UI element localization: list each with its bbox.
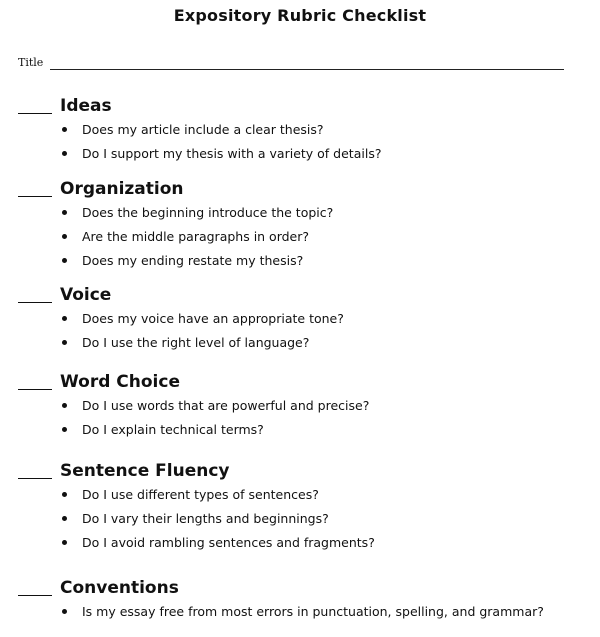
bullet-icon xyxy=(62,234,67,239)
bullet-icon xyxy=(62,516,67,521)
bullet-icon xyxy=(62,540,67,545)
score-blank[interactable] xyxy=(18,302,52,303)
bullet-icon xyxy=(62,403,67,408)
section-sentence-fluency xyxy=(18,461,588,557)
title-field[interactable] xyxy=(18,56,564,74)
section-heading: Voice xyxy=(60,285,112,305)
section-heading: Organization xyxy=(60,179,184,199)
checklist-item: Does my ending restate my thesis? xyxy=(18,251,588,275)
section-word-choice xyxy=(18,372,588,444)
section-heading: Word Choice xyxy=(60,372,180,392)
checklist-item: Does my article include a clear thesis? xyxy=(18,120,588,144)
score-blank[interactable] xyxy=(18,478,52,479)
bullet-icon xyxy=(62,316,67,321)
checklist-item: Do I use different types of sentences? xyxy=(18,485,588,509)
bullet-icon xyxy=(62,151,67,156)
checklist-item: Is my essay free from most errors in punctuation, spelling, and grammar? xyxy=(18,602,588,626)
checklist-item: Do I support my thesis with a variety of details? xyxy=(18,144,588,168)
section-ideas xyxy=(18,96,588,168)
section-organization xyxy=(18,179,588,275)
bullet-icon xyxy=(62,258,67,263)
bullet-icon xyxy=(62,427,67,432)
bullet-icon xyxy=(62,340,67,345)
section-conventions xyxy=(18,578,588,626)
checklist-item: Do I use the right level of language? xyxy=(18,333,588,357)
title-write-line[interactable] xyxy=(50,69,564,70)
title-field-label: Title xyxy=(18,56,44,69)
section-heading: Sentence Fluency xyxy=(60,461,230,481)
checklist-item: Do I explain technical terms? xyxy=(18,420,588,444)
page-title: Expository Rubric Checklist xyxy=(173,6,427,25)
checklist-item: Do I avoid rambling sentences and fragments? xyxy=(18,533,588,557)
score-blank[interactable] xyxy=(18,389,52,390)
bullet-icon xyxy=(62,210,67,215)
checklist-item: Are the middle paragraphs in order? xyxy=(18,227,588,251)
checklist-item: Do I vary their lengths and beginnings? xyxy=(18,509,588,533)
section-heading: Conventions xyxy=(60,578,179,598)
score-blank[interactable] xyxy=(18,196,52,197)
score-blank[interactable] xyxy=(18,595,52,596)
score-blank[interactable] xyxy=(18,113,52,114)
bullet-icon xyxy=(62,127,67,132)
bullet-icon xyxy=(62,492,67,497)
bullet-icon xyxy=(62,609,67,614)
checklist-item: Does the beginning introduce the topic? xyxy=(18,203,588,227)
section-voice xyxy=(18,285,588,357)
checklist-item: Do I use words that are powerful and precise? xyxy=(18,396,588,420)
checklist-item: Does my voice have an appropriate tone? xyxy=(18,309,588,333)
section-heading: Ideas xyxy=(60,96,112,116)
